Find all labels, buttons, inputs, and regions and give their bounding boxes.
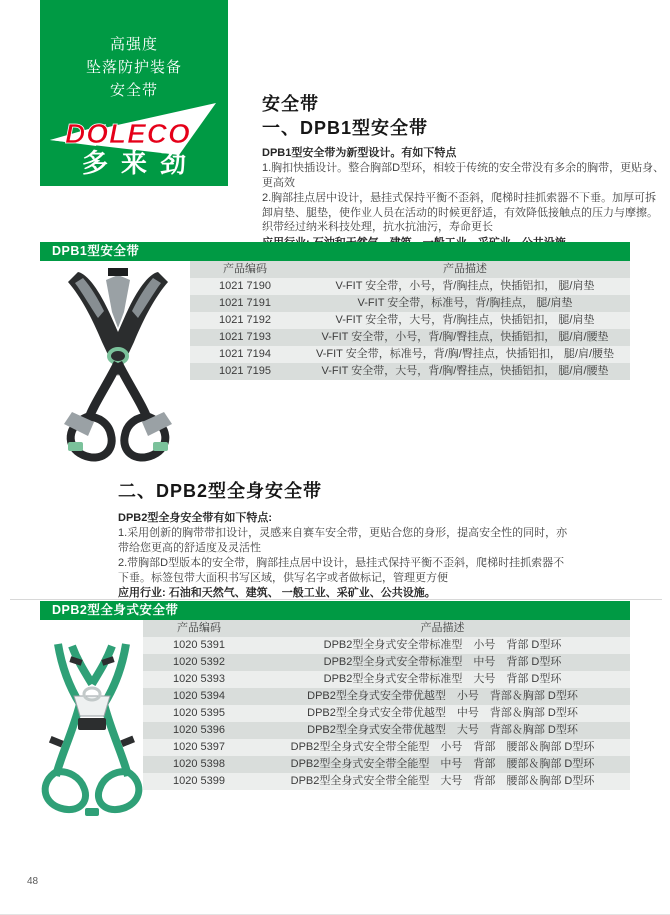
table-header-code: 产品编码 (177, 622, 221, 634)
table-row (143, 654, 630, 671)
product-code-cell: 1020 5394 (173, 690, 225, 702)
product-code-cell: 1020 5399 (173, 775, 225, 787)
product-desc-cell: V-FIT 安全带，标准号，背/胸挂点， 腿/肩垫 (357, 297, 573, 309)
product-desc-cell: DPB2型全身式安全带优越型 大号 背部＆胸部 D型环 (307, 724, 578, 736)
brand-panel (40, 0, 228, 186)
dpb1-harness-photo (48, 266, 188, 462)
section2-feature: 2.带胸部D型版本的安全带，胸部挂点居中设计，悬挂式保持平衡不歪斜，爬梯时挂抓索器不下垂。标签包带大面积书写区域，供写名字或者做标记，管理更方便 (118, 557, 565, 584)
table-row (143, 739, 630, 756)
product-desc-cell: DPB2型全身式安全带标准型 中号 背部 D型环 (323, 656, 562, 668)
product-desc-cell: V-FIT 安全带，标准号，背/胸/臀挂点，快插铝扣， 腿/肩/腰垫 (315, 348, 615, 360)
table-header-row (190, 261, 630, 278)
dpb2-harness-photo (36, 642, 148, 828)
table-row (190, 329, 630, 346)
product-code-cell: 1020 5396 (173, 724, 225, 736)
table-row (190, 278, 630, 295)
section1-feature: 1.胸扣快插设计。整合胸部D型环，相较于传统的安全带没有多余的胸带，更贴身、更高效 (262, 162, 665, 189)
section2-text-block (118, 478, 572, 601)
table-row (143, 688, 630, 705)
product-desc-cell: DPB2型全身式安全带全能型 中号 背部 腰部＆胸部 D型环 (290, 758, 595, 770)
product-desc-cell: DPB2型全身式安全带全能型 小号 背部 腰部＆胸部 D型环 (290, 741, 595, 753)
logo-chinese-name: 多来劲 (81, 148, 199, 178)
section-divider-line (10, 599, 662, 600)
product-code-cell: 1020 5395 (173, 707, 225, 719)
section2-feature: 1.采用创新的胸带带扣设计，灵感来自赛车安全带，更贴合您的身形，提高安全性的同时，亦带给您更高的舒适度及灵活性 (118, 527, 568, 554)
product-code-cell: 1020 5393 (173, 673, 225, 685)
table-header-desc: 产品描述 (443, 263, 487, 275)
dpb2-product-table (143, 620, 630, 790)
product-desc-cell: DPB2型全身式安全带标准型 小号 背部 D型环 (323, 639, 562, 651)
table-row (143, 671, 630, 688)
section2-intro: DPB2型全身安全带有如下特点: (118, 512, 273, 524)
table-row (143, 722, 630, 739)
table-row (190, 363, 630, 380)
product-desc-cell: V-FIT 安全带，小号，背/胸挂点，快插铝扣， 腿/肩垫 (335, 280, 595, 292)
product-desc-cell: DPB2型全身式安全带全能型 大号 背部 腰部＆胸部 D型环 (290, 775, 595, 787)
product-code-cell: 1021 7193 (219, 331, 271, 343)
product-code-cell: 1020 5397 (173, 741, 225, 753)
product-code-cell: 1021 7192 (219, 314, 271, 326)
table-row (190, 295, 630, 312)
table-header-desc: 产品描述 (420, 622, 465, 634)
section1-banner: DPB1型安全带 (40, 242, 630, 261)
product-desc-cell: V-FIT 安全带，小号，背/胸/臀挂点，快插铝扣， 腿/肩/腰垫 (321, 331, 609, 343)
section2-banner: DPB2型全身式安全带 (40, 601, 630, 620)
brand-tagline-line: 坠落防护装备 (85, 59, 182, 76)
product-code-cell: 1021 7195 (219, 365, 271, 377)
table-row (190, 312, 630, 329)
product-code-cell: 1021 7191 (219, 297, 271, 309)
table-row (143, 773, 630, 790)
page-number: 48 (27, 876, 39, 887)
dpb1-product-table (190, 261, 630, 380)
table-header-code: 产品编码 (223, 263, 267, 275)
section1-heading: 一、DPB1型安全带 (262, 118, 429, 138)
section2-heading: 二、DPB2型全身安全带 (118, 481, 323, 501)
product-desc-cell: V-FIT 安全带，大号，背/胸/臀挂点，快插铝扣， 腿/肩/腰垫 (321, 365, 609, 377)
page-title: 安全带 (262, 94, 319, 114)
table-header-row (143, 620, 630, 637)
brand-tagline-line: 安全带 (109, 82, 158, 99)
product-desc-cell: DPB2型全身式安全带标准型 大号 背部 D型环 (323, 673, 562, 685)
product-code-cell: 1021 7190 (219, 280, 271, 292)
table-row (143, 756, 630, 773)
brand-tagline-line: 高强度 (109, 36, 158, 53)
product-code-cell: 1020 5391 (173, 639, 225, 651)
product-desc-cell: V-FIT 安全带，大号，背/胸挂点，快插铝扣， 腿/肩垫 (335, 314, 595, 326)
section1-intro: DPB1型安全带为新型设计。有如下特点 (262, 147, 457, 159)
logo-wordmark: DOLECO (65, 118, 191, 149)
product-code-cell: 1020 5398 (173, 758, 225, 770)
table-row (190, 346, 630, 363)
section1-feature: 2.胸部挂点居中设计，悬挂式保持平衡不歪斜，爬梯时挂抓索器不下垂。加厚可拆卸肩垫、腿垫，使作业人员在活动的时候更舒适，有效降低接触点的压力与摩擦。织带经过纳米科技处理，抗水抗油污，寿命更长 (262, 192, 658, 234)
table-row (143, 705, 630, 722)
brand-tagline (40, 0, 228, 102)
table-row (143, 637, 630, 654)
section1-text-block (262, 94, 666, 251)
product-code-cell: 1021 7194 (219, 348, 271, 360)
section2-industries: 应用行业: 石油和天然气、建筑、 一般工业、采矿业、公共设施。 (118, 587, 436, 600)
product-code-cell: 1020 5392 (173, 656, 225, 668)
product-desc-cell: DPB2型全身式安全带优越型 小号 背部＆胸部 D型环 (307, 690, 578, 702)
product-desc-cell: DPB2型全身式安全带优越型 中号 背部＆胸部 D型环 (307, 707, 578, 719)
